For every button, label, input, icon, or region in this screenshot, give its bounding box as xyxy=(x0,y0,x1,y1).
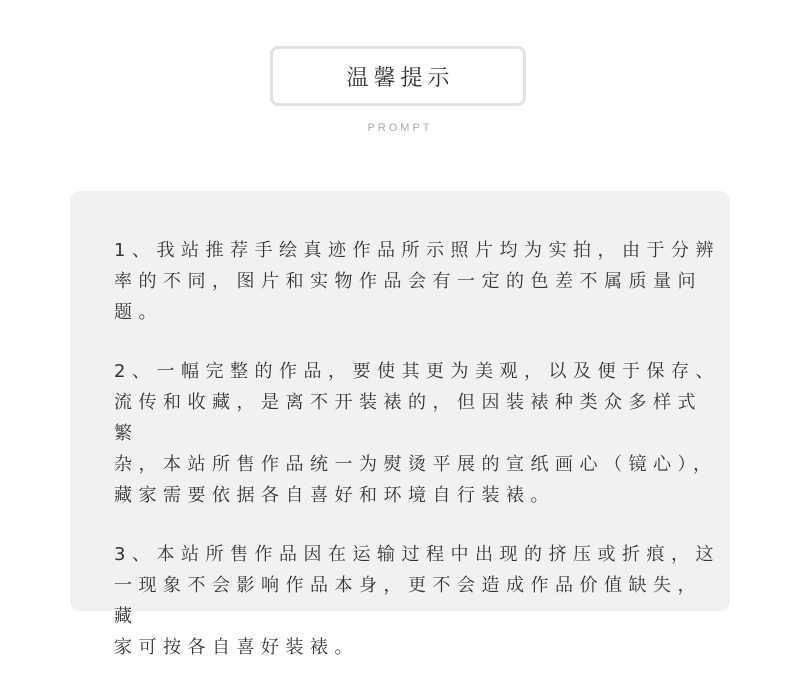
notice-paragraph-2: 2、一幅完整的作品，要使其更为美观，以及便于保存、 流传和收藏，是离不开装裱的，但因装裱种类众多样式繁 杂，本站所售作品统一为熨烫平展的宣纸画心（镜心）， 藏家需要依据各自喜好和环境自行装裱。 xyxy=(114,361,720,506)
notice-content xyxy=(114,235,724,691)
page-subtitle: PROMPT xyxy=(367,122,433,134)
page-title: 温馨提示 xyxy=(346,65,455,91)
notice-paragraph-3: 3、本站所售作品因在运输过程中出现的挤压或折痕，这 一现象不会影响作品本身，更不会造成作品价值缺失，藏 家可按各自喜好装裱。 xyxy=(114,544,720,658)
notice-paragraph-1: 1、我站推荐手绘真迹作品所示照片均为实拍，由于分辨 率的不同，图片和实物作品会有一定的色差不属质量问题。 xyxy=(114,240,720,323)
title-box xyxy=(270,46,526,106)
